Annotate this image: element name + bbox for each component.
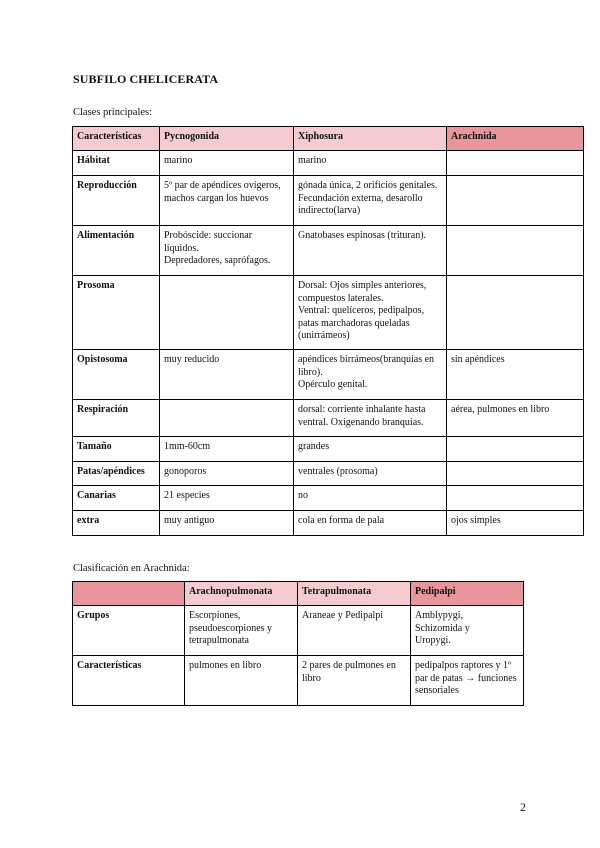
table-cell (160, 400, 294, 437)
table-cell: sin apéndices (447, 350, 584, 400)
table-cell: gónada única, 2 orificios genitales. Fecundación externa, desarollo indirecto(larva) (294, 176, 447, 226)
table-cell (447, 176, 584, 226)
header-cell (73, 582, 185, 606)
table-row (73, 511, 584, 536)
main-classes-table (72, 126, 584, 536)
table-cell: aérea, pulmones en libro (447, 400, 584, 437)
table-cell: grandes (294, 437, 447, 462)
table-cell: Gnatobases espinosas (trituran). (294, 226, 447, 276)
row-label: Prosoma (73, 276, 160, 350)
table-cell: ojos simples (447, 511, 584, 536)
table-cell: no (294, 486, 447, 511)
caption-main-classes: Clases principales: (73, 107, 153, 118)
row-label: Respiración (73, 400, 160, 437)
table-row (73, 606, 524, 656)
table-cell: pedipalpos raptores y 1º par de patas → funciones sensoriales (411, 656, 524, 706)
table-row (73, 276, 584, 350)
table-cell: dorsal: corriente inhalante hasta ventral. Oxigenando branquias. (294, 400, 447, 437)
table-cell: 21 especies (160, 486, 294, 511)
row-label: Tamaño (73, 437, 160, 462)
table-cell: Escorpiones, pseudoescorpiones y tetrapulmonata (185, 606, 298, 656)
header-cell: Xiphosura (294, 127, 447, 151)
table-cell (447, 462, 584, 486)
table-cell: marino (160, 151, 294, 176)
row-label: Características (73, 656, 185, 706)
row-label: Alimentación (73, 226, 160, 276)
table-cell: Probóscide: succionar líquidos. Depredadores, saprófagos. (160, 226, 294, 276)
table-cell: ventrales (prosoma) (294, 462, 447, 486)
table-row (73, 350, 584, 400)
header-cell: Arachnida (447, 127, 584, 151)
table-row (73, 462, 584, 486)
header-cell: Características (73, 127, 160, 151)
table-row (73, 656, 524, 706)
table-cell (447, 151, 584, 176)
header-cell: Pycnogonida (160, 127, 294, 151)
row-label: Hábitat (73, 151, 160, 176)
table-cell: muy reducido (160, 350, 294, 400)
table-cell: cola en forma de pala (294, 511, 447, 536)
table-cell: Araneae y Pedipalpi (298, 606, 411, 656)
table-cell: Amblypygi, Schizomida y Uropygi. (411, 606, 524, 656)
table-cell: Dorsal: Ojos simples anteriores, compuestos laterales. Ventral: quelíceros, pedipalpos, patas marchadoras queladas (unirrámeos) (294, 276, 447, 350)
row-label: Patas/apéndices (73, 462, 160, 486)
table-row (73, 226, 584, 276)
caption-arachnida-classification: Clasificación en Arachnida: (73, 563, 190, 574)
table-cell: pulmones en libro (185, 656, 298, 706)
table-cell (447, 486, 584, 511)
table-cell: marino (294, 151, 447, 176)
table-cell (447, 276, 584, 350)
page-title: SUBFILO CHELICERATA (73, 72, 219, 86)
row-label: extra (73, 511, 160, 536)
arachnida-classification-table (72, 581, 524, 706)
table-cell: apéndices birrámeos(branquias en libro). Opérculo genital. (294, 350, 447, 400)
table-row (73, 486, 584, 511)
table-cell: 2 pares de pulmones en libro (298, 656, 411, 706)
table-row (73, 151, 584, 176)
header-cell: Arachnopulmonata (185, 582, 298, 606)
row-label: Grupos (73, 606, 185, 656)
table-row (73, 176, 584, 226)
table-row (73, 400, 584, 437)
table-cell (160, 276, 294, 350)
table-row (73, 437, 584, 462)
table-cell: muy antiguo (160, 511, 294, 536)
table-cell: 5º par de apéndices ovígeros, machos cargan los huevos (160, 176, 294, 226)
page-number: 2 (520, 800, 526, 814)
row-label: Opistosoma (73, 350, 160, 400)
table-cell: 1mm-60cm (160, 437, 294, 462)
row-label: Reproducción (73, 176, 160, 226)
header-cell: Tetrapulmonata (298, 582, 411, 606)
table-cell (447, 226, 584, 276)
row-label: Canarias (73, 486, 160, 511)
header-cell: Pedipalpi (411, 582, 524, 606)
table-cell (447, 437, 584, 462)
table-cell: gonoporos (160, 462, 294, 486)
